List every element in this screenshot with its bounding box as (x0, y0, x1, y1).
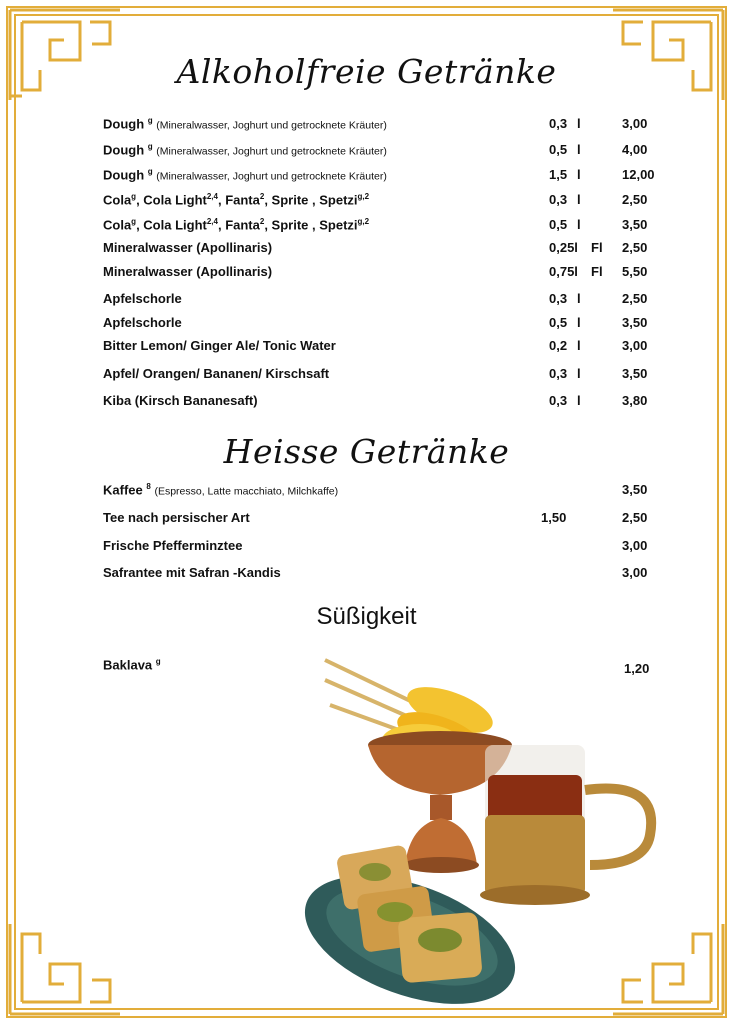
item-name-text: Apfelschorle (103, 291, 182, 306)
item-name-part: , Sprite , Spetzi (264, 217, 358, 233)
item-allergen-note: g (147, 167, 153, 176)
item-name (103, 657, 161, 672)
menu-row (0, 338, 733, 360)
menu-row (0, 240, 733, 262)
item-price: 3,00 (622, 538, 648, 553)
item-price-small: 1,50 (541, 510, 567, 525)
item-allergen-note: g,2 (357, 192, 370, 201)
item-allergen-note: g,2 (357, 217, 370, 226)
item-name (103, 366, 329, 381)
section-title-sweets: Süßigkeit (316, 603, 417, 630)
item-name-part: Cola (103, 217, 132, 233)
item-name (103, 393, 258, 408)
item-name-text: Kaffee (103, 482, 143, 498)
item-unit: Fl (591, 240, 603, 255)
item-unit: l (577, 167, 581, 182)
item-name (103, 315, 182, 330)
item-name-part: , Cola Light (136, 192, 207, 208)
item-name (103, 192, 369, 207)
item-quantity: 0,2 (549, 338, 568, 353)
item-unit: l (577, 142, 581, 157)
item-allergen-note: g (155, 657, 161, 666)
item-name (103, 510, 250, 525)
item-unit: l (577, 291, 581, 306)
menu-row (0, 291, 733, 313)
item-name (103, 217, 369, 232)
menu-row (0, 565, 733, 587)
item-unit: l (577, 217, 581, 232)
item-price: 3,00 (622, 116, 648, 131)
menu-row (0, 217, 733, 239)
item-price: 3,50 (622, 217, 648, 232)
item-allergen-note: 2 (259, 217, 265, 226)
item-quantity: 0,75l (549, 264, 578, 279)
item-name (103, 338, 336, 353)
item-price: 2,50 (622, 510, 648, 525)
item-allergen-note: 2,4 (206, 217, 218, 226)
item-price: 1,20 (624, 661, 650, 676)
item-name-text: Safrantee mit Safran -Kandis (103, 565, 281, 580)
section-title-cold-drinks: Alkoholfreie Getränke (176, 52, 557, 91)
menu-row (0, 116, 733, 138)
item-name-text: Dough (103, 142, 145, 158)
item-name (103, 240, 272, 255)
menu-row (0, 393, 733, 415)
item-price: 2,50 (622, 291, 648, 306)
item-unit: l (577, 116, 581, 131)
item-name-part: , Cola Light (136, 217, 207, 233)
menu-row (0, 538, 733, 560)
item-allergen-note: g (131, 192, 137, 201)
item-unit: Fl (591, 264, 603, 279)
item-allergen-note: 2,4 (206, 192, 218, 201)
item-name (103, 167, 387, 182)
item-unit: l (577, 338, 581, 353)
item-price: 2,50 (622, 240, 648, 255)
item-price: 5,50 (622, 264, 648, 279)
item-name-text: Kiba (Kirsch Bananesaft) (103, 393, 258, 408)
item-name (103, 565, 281, 580)
item-quantity: 0,25l (549, 240, 578, 255)
item-allergen-note: 8 (146, 482, 151, 491)
item-name-text: Dough (103, 116, 145, 132)
item-name (103, 142, 387, 157)
menu-row (0, 167, 733, 189)
item-unit: l (577, 393, 581, 408)
item-name-text: Baklava (103, 657, 153, 673)
menu-row (0, 192, 733, 214)
item-description: (Mineralwasser, Joghurt und getrocknete Kräuter) (156, 170, 387, 183)
item-name (103, 264, 272, 279)
item-name-text: Mineralwasser (Apollinaris) (103, 264, 273, 279)
item-allergen-note: 2 (259, 192, 265, 201)
menu-row (0, 366, 733, 388)
item-description: (Mineralwasser, Joghurt und getrocknete Kräuter) (156, 119, 387, 132)
item-quantity: 0,5 (549, 217, 568, 232)
item-name-text: Apfel/ Orangen/ Bananen/ Kirschsaft (103, 366, 330, 381)
menu-row (0, 264, 733, 286)
item-name (103, 116, 387, 131)
item-name-part: , Fanta (217, 217, 260, 233)
section-title-hot-drinks: Heisse Getränke (223, 432, 510, 471)
item-price: 3,50 (622, 315, 648, 330)
item-description: (Espresso, Latte macchiato, Milchkaffe) (154, 485, 339, 498)
item-unit: l (577, 315, 581, 330)
item-quantity: 0,3 (549, 366, 568, 381)
item-price: 2,50 (622, 192, 648, 207)
item-allergen-note: g (131, 217, 137, 226)
item-description: (Mineralwasser, Joghurt und getrocknete Kräuter) (156, 145, 387, 158)
item-name (103, 291, 182, 306)
item-name-text: Bitter Lemon/ Ginger Ale/ Tonic Water (103, 338, 336, 353)
menu-row (0, 482, 733, 504)
item-price: 3,00 (622, 565, 648, 580)
baklava-tea-photo (300, 650, 680, 1010)
item-name-part: , Fanta (217, 192, 260, 208)
item-name-text: Frische Pfefferminztee (103, 538, 243, 553)
item-name-text: Mineralwasser (Apollinaris) (103, 240, 273, 255)
item-quantity: 0,3 (549, 192, 568, 207)
item-name-part: , Sprite , Spetzi (264, 192, 358, 208)
item-name-text: Tee nach persischer Art (103, 510, 250, 525)
item-quantity: 0,3 (549, 291, 568, 306)
item-quantity: 0,5 (549, 315, 568, 330)
menu-row (0, 315, 733, 337)
item-quantity: 1,5 (549, 167, 568, 182)
item-price: 4,00 (622, 142, 648, 157)
item-quantity: 0,3 (549, 393, 568, 408)
menu-row (0, 510, 733, 532)
item-name-part: Cola (103, 192, 132, 208)
item-name (103, 538, 242, 553)
item-price: 12,00 (622, 167, 655, 182)
item-unit: l (577, 366, 581, 381)
corner-ornament-bottom-left (0, 914, 130, 1024)
item-allergen-note: g (147, 116, 153, 125)
item-quantity: 0,3 (549, 116, 568, 131)
item-allergen-note: g (147, 142, 153, 151)
menu-row (0, 142, 733, 164)
item-name-text: Apfelschorle (103, 315, 182, 330)
item-price: 3,00 (622, 338, 648, 353)
item-name (103, 482, 338, 497)
item-price: 3,50 (622, 366, 648, 381)
item-quantity: 0,5 (549, 142, 568, 157)
item-price: 3,50 (622, 482, 648, 497)
item-unit: l (577, 192, 581, 207)
item-price: 3,80 (622, 393, 648, 408)
item-name-text: Dough (103, 167, 145, 183)
